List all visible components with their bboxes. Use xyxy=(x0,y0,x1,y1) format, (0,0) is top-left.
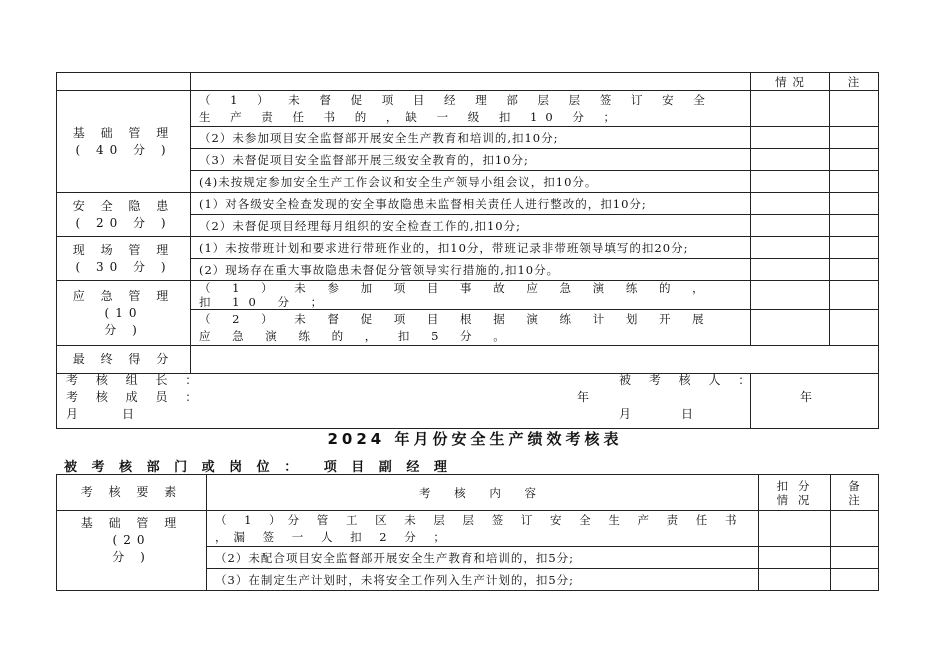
score-cell[interactable] xyxy=(751,127,830,149)
dept-value: 项 目 副 经 理 xyxy=(323,460,452,475)
item-text: （3）在制定生产计划时，未将安全工作列入生产计划的，扣5分; xyxy=(207,569,759,591)
day-label: 日 xyxy=(122,407,142,421)
note-header: 注 xyxy=(830,73,879,91)
final-score-cell[interactable] xyxy=(191,346,879,374)
dept-line xyxy=(64,456,452,475)
table-row xyxy=(57,511,879,547)
score-cell[interactable] xyxy=(759,511,831,547)
note-cell[interactable] xyxy=(831,569,879,591)
content-header: 考 核 内 容 xyxy=(207,475,759,511)
table-row xyxy=(57,237,879,259)
day-label-right: 日 xyxy=(681,407,701,421)
score-cell[interactable] xyxy=(751,259,830,281)
note-cell[interactable] xyxy=(830,193,879,215)
month-label: 月 xyxy=(66,407,86,421)
score-cell[interactable] xyxy=(759,547,831,569)
category-basic-management-2: 基 础 管 理 (20 分 ) xyxy=(57,511,207,591)
note-cell[interactable] xyxy=(830,259,879,281)
item-text: (4)未按规定参加安全生产工作会议和安全生产领导小组会议，扣10分。 xyxy=(191,171,751,193)
table-row xyxy=(57,193,879,215)
year-label: 年 xyxy=(577,390,597,404)
score-cell[interactable] xyxy=(751,149,830,171)
item-text: （2）未参加项目安全监督部开展安全生产教育和培训的,扣10分; xyxy=(191,127,751,149)
item-text: （2）未配合项目安全监督部开展安全生产教育和培训的，扣5分; xyxy=(207,547,759,569)
note-cell[interactable] xyxy=(830,91,879,127)
category-site-management: 现 场 管 理 ( 30 分 ) xyxy=(57,237,191,281)
score-cell[interactable] xyxy=(751,310,830,346)
leader-label: 考 核 组 长 ： xyxy=(66,373,205,387)
item-text: (2）现场存在重大事故隐患未督促分管领导实行措施的,扣10分。 xyxy=(191,259,751,281)
form-title: 2024 年月份安全生产绩效考核表 xyxy=(327,430,623,448)
year-label-right: 年 xyxy=(800,390,820,404)
table-row xyxy=(57,281,879,310)
score-cell[interactable] xyxy=(751,215,830,237)
score-cell[interactable] xyxy=(751,281,830,310)
item-text: （ 2 ） 未 督 促 项 目 根 据 演 练 计 划 开 展 应 急 演 练 的 ， 扣 5 分 。 xyxy=(191,310,751,346)
note-cell[interactable] xyxy=(830,171,879,193)
item-text: （2）未督促项目经理每月组织的安全检查工作的,扣10分; xyxy=(191,215,751,237)
note-header-2: 备 注 xyxy=(831,475,879,511)
score-cell[interactable] xyxy=(751,237,830,259)
assessee-label: 被 考 核 人 ： xyxy=(619,373,758,387)
category-safety-hazards: 安 全 隐 患 ( 20 分 ) xyxy=(57,193,191,237)
note-cell[interactable] xyxy=(830,281,879,310)
note-cell[interactable] xyxy=(831,511,879,547)
category-basic-management: 基 础 管 理 ( 40 分 ) xyxy=(57,91,191,193)
item-text: （ 1 ） 未 督 促 项 目 经 理 部 层 层 签 订 安 全 生 产 责 任 书 的 ，缺 一 级 扣 10 分 ； xyxy=(191,91,751,127)
note-cell[interactable] xyxy=(830,215,879,237)
situation-header: 情 况 xyxy=(751,73,830,91)
note-cell[interactable] xyxy=(831,547,879,569)
table-header-row xyxy=(57,475,879,511)
members-label: 考 核 成 员 ： xyxy=(66,390,205,404)
item-text: （ 1 ） 未 参 加 项 目 事 故 应 急 演 练 的 ， 扣 10 分 ； xyxy=(191,281,751,310)
note-cell[interactable] xyxy=(830,310,879,346)
dept-label: 被 考 核 部 门 或 岗 位 ： xyxy=(64,460,303,475)
final-score-row xyxy=(57,346,879,374)
month-label-right: 月 xyxy=(619,407,639,421)
note-cell[interactable] xyxy=(830,149,879,171)
item-text: （3）未督促项目安全监督部开展三级安全教育的，扣10分; xyxy=(191,149,751,171)
score-cell[interactable] xyxy=(751,91,830,127)
score-cell[interactable] xyxy=(751,171,830,193)
score-cell[interactable] xyxy=(751,193,830,215)
note-cell[interactable] xyxy=(830,127,879,149)
req-header: 考 核 要 素 xyxy=(57,475,207,511)
score-cell[interactable] xyxy=(759,569,831,591)
table-row xyxy=(57,91,879,127)
deduct-header: 扣 分 情 况 xyxy=(759,475,831,511)
category-emergency-management: 应 急 管 理 (10 分 ) xyxy=(57,281,191,346)
item-text: （ 1 ）分 管 工 区 未 层 层 签 订 安 全 生 产 责 任 书 ，漏 签 一 人 扣 2 分 ； xyxy=(207,511,759,547)
note-cell[interactable] xyxy=(830,237,879,259)
item-text: (1）对各级安全检查发现的安全事故隐患未监督相关责任人进行整改的，扣10分; xyxy=(191,193,751,215)
item-text: (1）未按带班计划和要求进行带班作业的，扣10分，带班记录非带班领导填写的扣20分; xyxy=(191,237,751,259)
final-score-label: 最 终 得 分 xyxy=(57,346,191,374)
assessment-table-2 xyxy=(56,474,879,591)
table-header-row xyxy=(57,73,879,91)
